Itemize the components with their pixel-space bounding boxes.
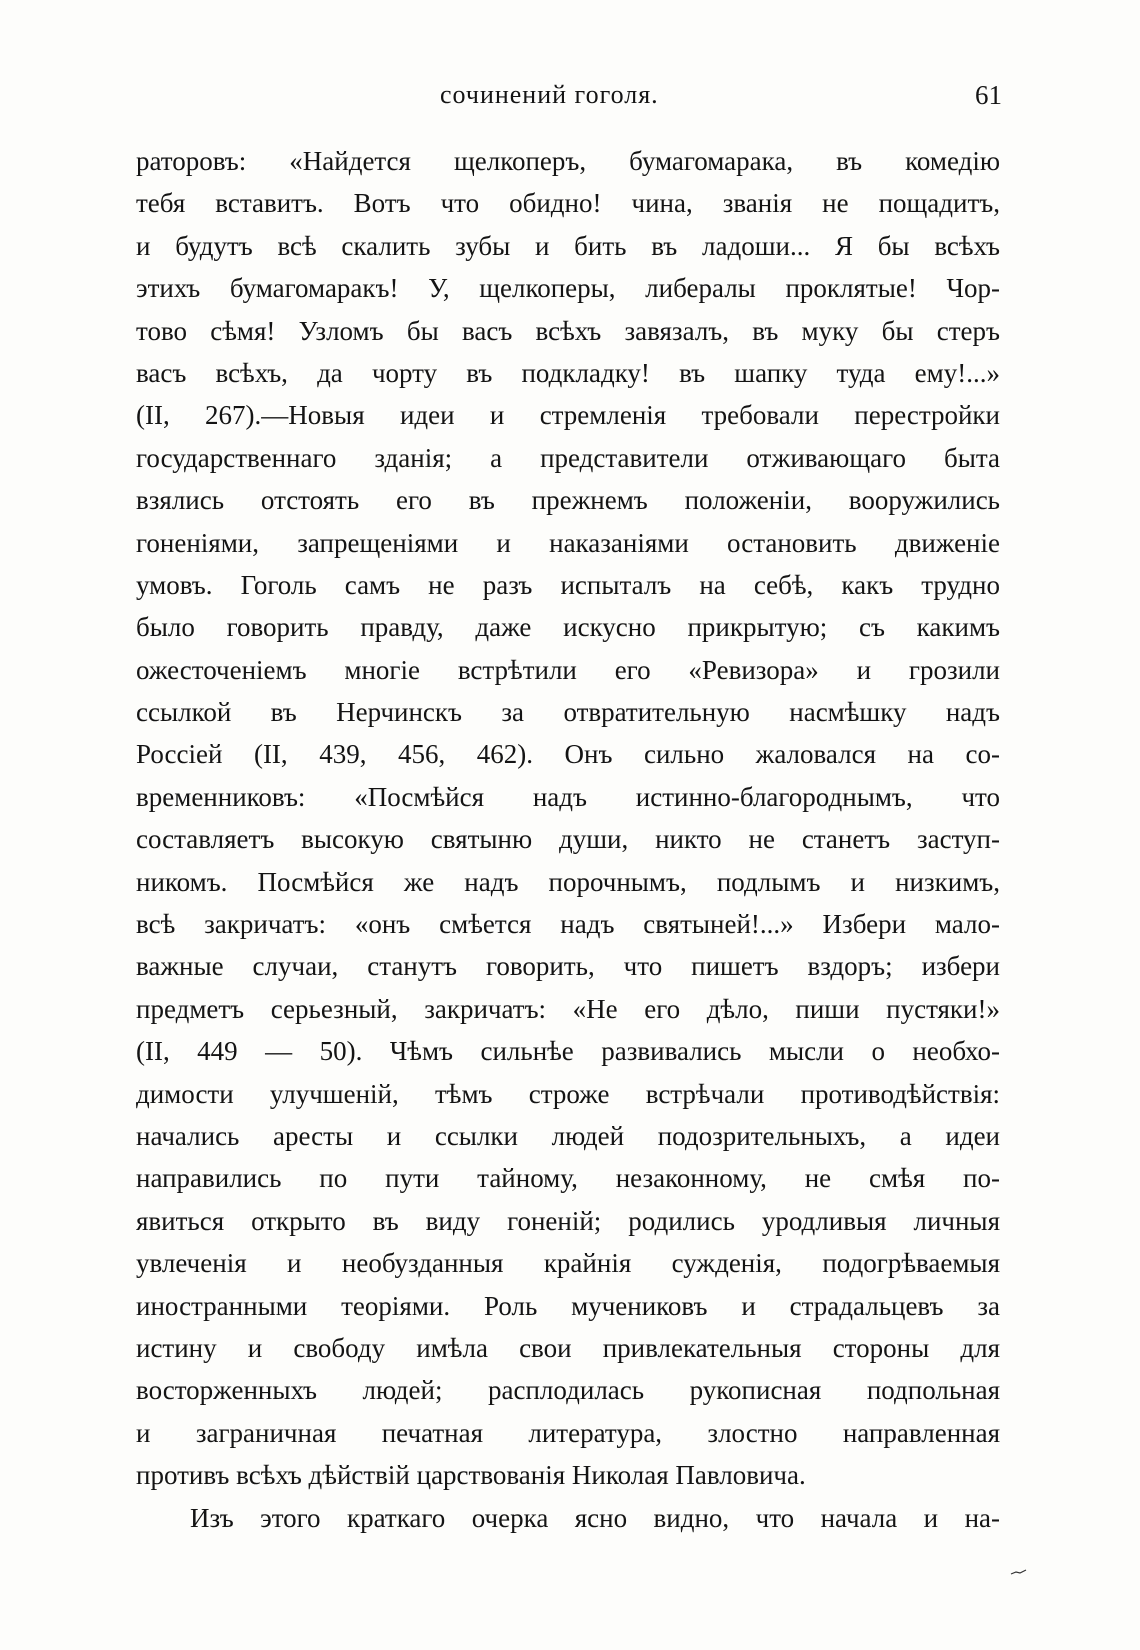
text-line: направились по пути тайному, незаконному, не смѣя по-: [136, 1163, 1000, 1194]
text-line: димости улучшеній, тѣмъ строже встрѣчали противодѣйствія:: [136, 1078, 1000, 1109]
text-line: противъ всѣхъ дѣйствій царствованія Николая Павловича.: [136, 1460, 806, 1491]
page-number: 61: [975, 80, 1002, 110]
text-line: важные случаи, станутъ говорить, что пишетъ вздоръ; избери: [136, 951, 1000, 982]
text-line: васъ всѣхъ, да чорту въ подкладку! въ шапку туда ему!...»: [136, 357, 1000, 388]
text-line: раторовъ: «Найдется щелкоперъ, бумагомарака, въ комедію: [136, 146, 1000, 176]
text-line: временниковъ: «Посмѣйся надъ истинно-благороднымъ, что: [136, 781, 1000, 812]
text-line: увлеченія и необузданныя крайнія сужденія, подогрѣваемыя: [136, 1248, 1000, 1279]
text-line: (II, 449 — 50). Чѣмъ сильнѣе развивались мысли о необхо-: [136, 1036, 1000, 1067]
text-line: восторженныхъ людей; расплодилась рукописная подпольная: [136, 1375, 1000, 1406]
text-line: ссылкой въ Нерчинскъ за отвратительную насмѣшку надъ: [136, 697, 1000, 728]
text-line: ожесточеніемъ многіе встрѣтили его «Ревизора» и грозили: [136, 654, 1000, 685]
text-line: этихъ бумагомаракъ! У, щелкоперы, либералы проклятые! Чор-: [136, 273, 1000, 304]
paragraph: [136, 140, 1000, 1497]
running-title: сочинений гоголя.: [440, 80, 659, 109]
text-line: было говорить правду, даже искусно прикрытую; съ какимъ: [136, 612, 1000, 643]
running-head: [0, 80, 1140, 120]
text-line: предметъ серьезный, закричатъ: «Не его дѣло, пиши пустяки!»: [136, 993, 1000, 1024]
text-line: тебя вставитъ. Вотъ что обидно! чина, званія не пощадитъ,: [136, 188, 1000, 219]
text-line: всѣ закричатъ: «онъ смѣется надъ святыней!...» Избери мало-: [136, 909, 1000, 940]
text-line: никомъ. Посмѣйся же надъ порочнымъ, подлымъ и низкимъ,: [136, 866, 1000, 897]
text-line: Изъ этого краткаго очерка ясно видно, что начала и на-: [190, 1502, 1000, 1533]
text-line: и заграничная печатная литература, злостно направленная: [136, 1417, 1000, 1448]
text-line: Россіей (II, 439, 456, 462). Онъ сильно жаловался на со-: [136, 739, 1000, 770]
text-line: умовъ. Гоголь самъ не разъ испыталъ на себѣ, какъ трудно: [136, 569, 1000, 600]
text-line: тово сѣмя! Узломъ бы васъ всѣхъ завязалъ, въ муку бы стеръ: [136, 315, 1000, 346]
paragraph: [136, 1497, 1000, 1539]
text-line: (II, 267).—Новыя идеи и стремленія требовали перестройки: [136, 400, 1000, 431]
body-text: [136, 140, 1000, 1539]
text-line: иностранными теоріями. Роль мучениковъ и страдальцевъ за: [136, 1290, 1000, 1321]
print-speck: [1010, 1568, 1028, 1574]
text-line: гоненіями, запрещеніями и наказаніями остановить движеніе: [136, 527, 1000, 558]
text-line: и будутъ всѣ скалить зубы и бить въ ладоши... Я бы всѣхъ: [136, 230, 1000, 261]
text-line: взялись отстоять его въ прежнемъ положеніи, вооружились: [136, 485, 1000, 516]
text-line: истину и свободу имѣла свои привлекательныя стороны для: [136, 1332, 1000, 1363]
ink-speck-icon: [1010, 1569, 1028, 1575]
text-line: начались аресты и ссылки людей подозрительныхъ, а идеи: [136, 1120, 1000, 1151]
text-line: явиться открыто въ виду гоненій; родились уродливыя личныя: [136, 1205, 1000, 1236]
text-line: государственнаго зданія; а представители отживающаго быта: [136, 442, 1000, 473]
text-line: составляетъ высокую святыню души, никто не станетъ заступ-: [136, 824, 1000, 855]
